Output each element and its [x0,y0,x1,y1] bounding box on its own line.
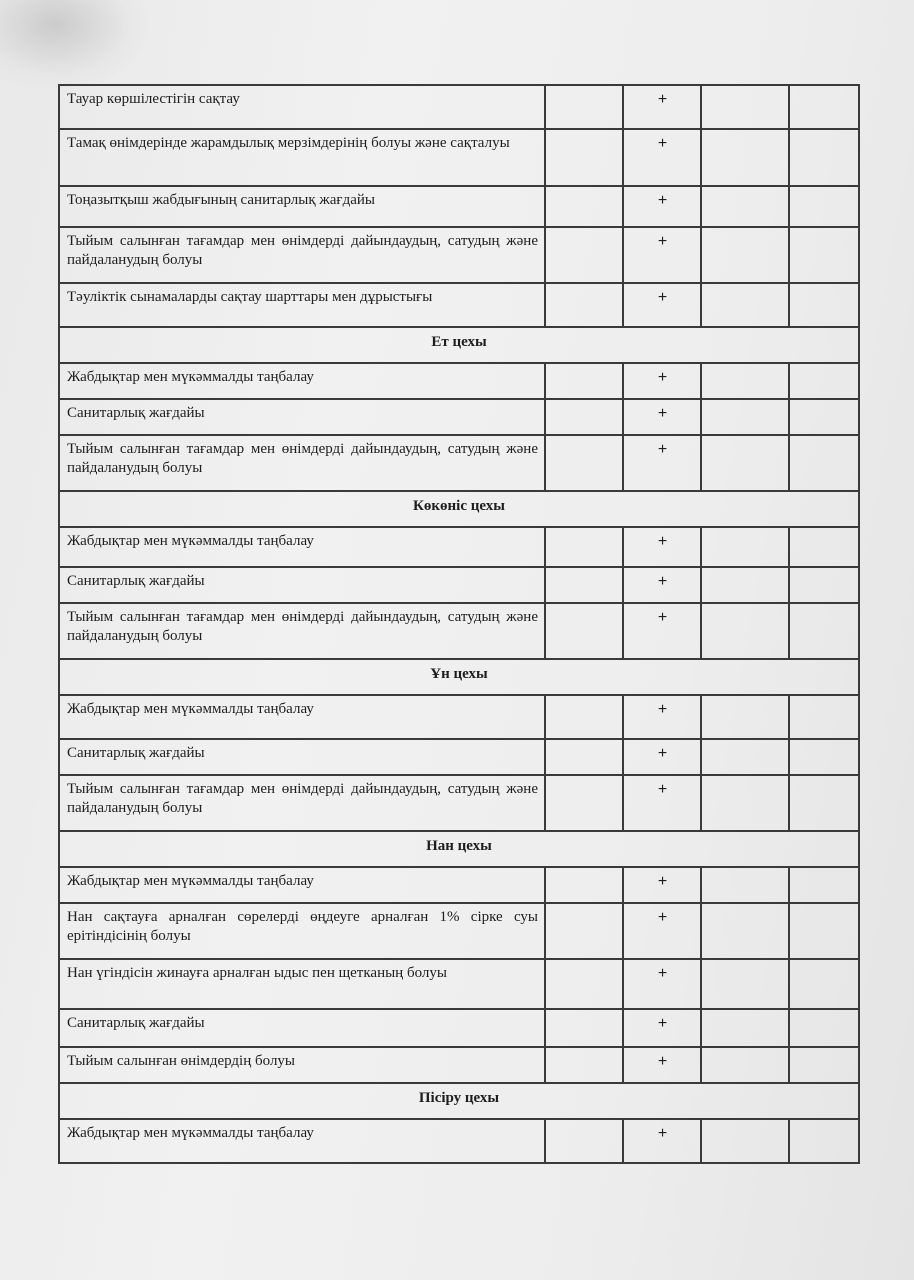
table-row [59,567,859,603]
check-mark: + [623,695,701,739]
check-mark: + [623,1119,701,1163]
table-row [59,1119,859,1163]
section-title: Ет цехы [59,327,859,363]
row-label: Санитарлық жағдайы [59,1009,545,1047]
check-mark: + [623,527,701,567]
row-label: Тыйым салынған тағамдар мен өнімдерді дайындаудың, сатудың және пайдаланудың болуы [59,603,545,659]
check-mark: + [623,867,701,903]
table-row [59,527,859,567]
check-mark: + [623,186,701,227]
table-row [59,399,859,435]
check-mark: + [623,959,701,1009]
row-label: Санитарлық жағдайы [59,567,545,603]
section-header [59,491,859,527]
table-row [59,739,859,775]
row-label: Тыйым салынған тағамдар мен өнімдерді дайындаудың, сатудың және пайдаланудың болуы [59,775,545,831]
inspection-checklist-table [58,84,860,1164]
table-row [59,435,859,491]
section-title: Пісіру цехы [59,1083,859,1119]
section-header [59,831,859,867]
table-row [59,603,859,659]
table-row [59,867,859,903]
section-title: Нан цехы [59,831,859,867]
section-header [59,327,859,363]
row-label: Тамақ өнімдерінде жарамдылық мерзімдерінің болуы және сақталуы [59,129,545,186]
check-mark: + [623,283,701,327]
table-row [59,1009,859,1047]
row-label: Жабдықтар мен мүкәммалды таңбалау [59,363,545,399]
check-mark: + [623,775,701,831]
section-title: Көкөніс цехы [59,491,859,527]
check-mark: + [623,567,701,603]
row-label: Нан үгіндісін жинауға арналған ыдыс пен щетканың болуы [59,959,545,1009]
table-row [59,186,859,227]
table-row [59,959,859,1009]
corner-shadow [0,0,150,90]
row-label: Тыйым салынған тағамдар мен өнімдерді дайындаудың, сатудың және пайдаланудың болуы [59,435,545,491]
table-row [59,85,859,129]
check-mark: + [623,903,701,959]
table-row [59,227,859,283]
check-mark: + [623,85,701,129]
row-label: Санитарлық жағдайы [59,739,545,775]
check-mark: + [623,363,701,399]
section-header [59,659,859,695]
check-mark: + [623,1009,701,1047]
row-label: Санитарлық жағдайы [59,399,545,435]
check-mark: + [623,129,701,186]
row-label: Тәуліктік сынамаларды сақтау шарттары мен дұрыстығы [59,283,545,327]
row-label: Тауар көршілестігін сақтау [59,85,545,129]
row-label: Тоңазытқыш жабдығының санитарлық жағдайы [59,186,545,227]
row-label: Тыйым салынған өнімдердің болуы [59,1047,545,1083]
check-mark: + [623,435,701,491]
check-mark: + [623,399,701,435]
table-row [59,129,859,186]
section-title: Ұн цехы [59,659,859,695]
check-mark: + [623,603,701,659]
row-label: Тыйым салынған тағамдар мен өнімдерді дайындаудың, сатудың және пайдаланудың болуы [59,227,545,283]
table-row [59,363,859,399]
row-label: Жабдықтар мен мүкәммалды таңбалау [59,867,545,903]
table-row [59,283,859,327]
table-row [59,903,859,959]
table-row [59,1047,859,1083]
check-mark: + [623,227,701,283]
row-label: Жабдықтар мен мүкәммалды таңбалау [59,1119,545,1163]
check-mark: + [623,739,701,775]
check-mark: + [623,1047,701,1083]
table-row [59,775,859,831]
section-header [59,1083,859,1119]
row-label: Жабдықтар мен мүкәммалды таңбалау [59,527,545,567]
row-label: Жабдықтар мен мүкәммалды таңбалау [59,695,545,739]
table-row [59,695,859,739]
row-label: Нан сақтауға арналған сөрелерді өңдеуге арналған 1% сірке суы ерітіндісінің болуы [59,903,545,959]
